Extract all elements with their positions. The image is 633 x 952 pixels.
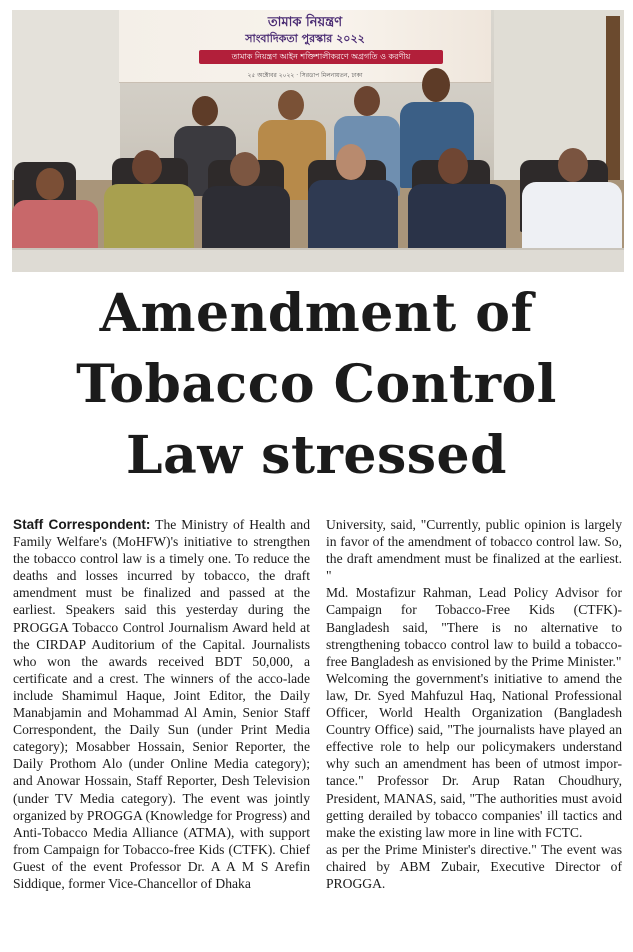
banner-footer: ২৫ অক্টোবর ২০২২ · সিরডাপ মিলনায়তন, ঢাকা — [247, 72, 363, 79]
headline-line-1: Amendment of — [99, 283, 534, 344]
byline: Staff Correspondent: — [13, 517, 151, 532]
article-paragraph: Welcoming the government's initiative to amend the law, Dr. Syed Mahfuzul Haq, National Professional Officer, World Health Organization (Bangladesh Country Office) said, "The journalists have played an effective role to help our policymakers understand why such an amendment has been of utmost impor-tance." Professor Dr. Arup Ratan Choudhury, President, MANAS, said, "The authorities must avoid getting derailed by tobacco companies' ill tactics and make the existing law more in line with FCTC. — [326, 670, 622, 840]
news-photo — [12, 10, 624, 272]
banner-title: তামাক নিয়ন্ত্রণ — [267, 15, 343, 30]
article-paragraph: Md. Mostafizur Rahman, Lead Policy Advisor for Campaign for Tobacco-Free Kids (CTFK)-Bangladesh said, "There is no alternative to strengthening tobacco control law to build a tobacco-free Bangladesh as envisioned by the Prime Minister." — [326, 585, 622, 669]
headline-line-3: Law stressed — [126, 425, 507, 486]
banner-subtitle: সাংবাদিকতা পুরস্কার ২০২২ — [245, 32, 365, 45]
article-paragraph — [13, 516, 310, 892]
article-text: The Ministry of Health and Family Welfare's (MoHFW)'s initiative to strengthen the tobacco control law is a timely one. To reduce the deaths and losses incurred by tobacco, the draft amendment must be finalized and passed at the earliest. Speakers said this yesterday during the PROGGA Tobacco Control Journalism Award held at the CIRDAP Auditorium of the Capital. Journalists who won the awards received BDT 50,000, a certificate and a crest. The winners of the acco-lade include Shamimul Haque, Joint Editor, the Daily Manabjamin and Mohammad Al Amin, Senior Staff Correspondent, the Daily Sun (under Print Media category); Mosabber Hossain, Senior Reporter, the Daily Prothom Alo (under Online Media category); and Anowar Hossain, Staff Reporter, Desh Television (under TV Media category). The event was jointly organized by PROGGA (Knowledge for Progress) and Anti-Tobacco Media Alliance (ATMA), with support from Campaign for Tobacco-free Kids (CTFK). Chief Guest of the event Professor Dr. A A M S Arefin Siddique, former Vice-Chancellor of Dhaka — [13, 517, 310, 891]
photo-wall — [12, 10, 120, 180]
photo-wall — [494, 10, 624, 180]
headline-line-2: Tobacco Control — [76, 354, 557, 415]
article-column-left — [13, 516, 310, 892]
article-paragraph: as per the Prime Minister's directive." The event was chaired by ABM Zubair, Executive Director of PROGGA. — [326, 841, 622, 891]
banner-strip: তামাক নিয়ন্ত্রণ আইন শক্তিশালীকরণে অগ্রগতি ও করণীয় — [199, 50, 443, 64]
headline — [0, 278, 633, 491]
photo-table — [12, 248, 624, 272]
article-column-right — [326, 516, 622, 892]
article-paragraph: University, said, "Currently, public opinion is largely in favor of the amendment of tobacco control law. So, the draft amendment must be finalized at the earliest. " — [326, 517, 622, 584]
photo-door — [606, 16, 620, 192]
